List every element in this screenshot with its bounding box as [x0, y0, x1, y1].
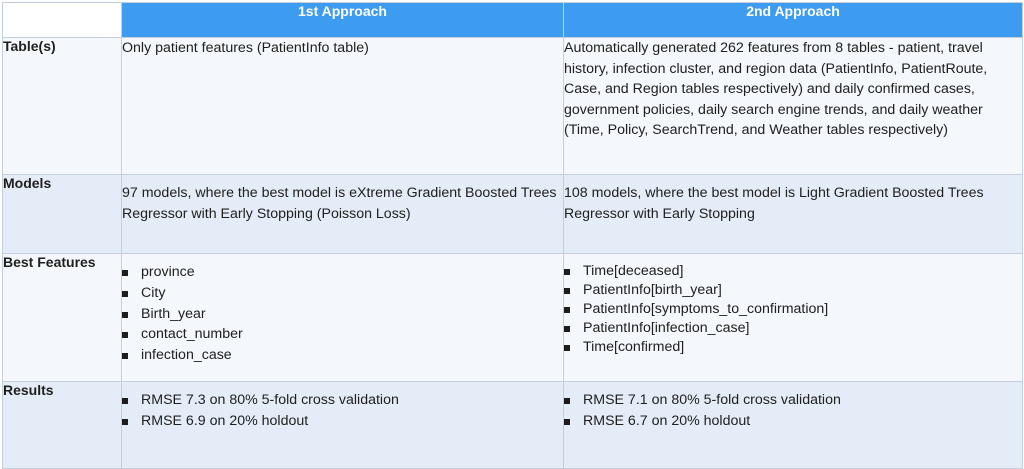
bullet-icon — [564, 326, 570, 332]
list-item — [122, 324, 563, 345]
list-item-text: contact_number — [141, 326, 243, 343]
bullet-icon — [122, 353, 128, 359]
bullet-icon — [564, 398, 570, 404]
list-item — [122, 390, 563, 411]
bullet-icon — [122, 398, 128, 404]
bullet-icon — [564, 288, 570, 294]
bullet-icon — [564, 307, 570, 313]
bullet-icon — [122, 270, 128, 276]
corner-cell — [3, 3, 122, 38]
cell-models-1st-approach: 97 models, where the best model is eXtreme Gradient Boosted Trees Regressor with Early Stopping (Poisson Loss) — [122, 175, 564, 254]
cell-results-2nd-approach — [564, 382, 1023, 469]
list-item-text: RMSE 7.3 on 80% 5-fold cross validation — [141, 392, 399, 408]
bullet-icon — [564, 269, 570, 275]
list-item — [564, 411, 1022, 432]
list-item-text: PatientInfo[birth_year] — [583, 282, 722, 298]
row-label-best-features: Best Features — [3, 254, 122, 382]
list-item — [564, 390, 1022, 411]
list-item — [564, 338, 1022, 357]
list-item — [564, 262, 1022, 281]
list-item-text: City — [141, 284, 166, 301]
list-item-text: infection_case — [141, 347, 232, 364]
bullet-icon — [122, 312, 128, 318]
feature-list — [122, 262, 563, 366]
list-item — [564, 300, 1022, 319]
column-header-2nd-approach: 2nd Approach — [564, 3, 1023, 38]
bullet-icon — [122, 332, 128, 338]
column-header-1st-approach: 1st Approach — [122, 3, 564, 38]
list-item-text: RMSE 7.1 on 80% 5-fold cross validation — [583, 392, 841, 408]
cell-best-features-1st-approach — [122, 254, 564, 382]
header-row — [3, 3, 1023, 38]
list-item — [564, 281, 1022, 300]
list-item-text: RMSE 6.9 on 20% holdout — [141, 412, 309, 429]
table-row-results — [3, 382, 1023, 469]
list-item-text: RMSE 6.7 on 20% holdout — [583, 412, 751, 429]
list-item-text: Time[deceased] — [583, 263, 684, 279]
list-item — [564, 319, 1022, 338]
cell-best-features-2nd-approach — [564, 254, 1023, 382]
list-item — [122, 345, 563, 366]
list-item — [122, 283, 563, 304]
results-list — [122, 390, 563, 432]
results-list — [564, 390, 1022, 432]
row-label-tables: Table(s) — [3, 38, 122, 175]
list-item-text: province — [141, 264, 195, 280]
cell-tables-1st-approach: Only patient features (PatientInfo table) — [122, 38, 564, 175]
bullet-icon — [122, 291, 128, 297]
list-item-text: PatientInfo[infection_case] — [583, 320, 750, 336]
list-item — [122, 411, 563, 432]
list-item-text: Birth_year — [141, 305, 206, 322]
cell-results-1st-approach — [122, 382, 564, 469]
row-label-results: Results — [3, 382, 122, 469]
list-item-text: Time[confirmed] — [583, 339, 685, 355]
cell-models-2nd-approach: 108 models, where the best model is Light Gradient Boosted Trees Regressor with Early Stopping — [564, 175, 1023, 254]
row-label-models: Models — [3, 175, 122, 254]
cell-tables-2nd-approach: Automatically generated 262 features from 8 tables - patient, travel history, infection cluster, and region data (PatientInfo, PatientRoute, Case, and Region tables respectively) and daily confirmed cases, government policies, daily search engine trends, and daily weather (Time, Policy, SearchTrend, and Weather tables respectively) — [564, 38, 1023, 175]
list-item-text: PatientInfo[symptoms_to_confirmation] — [583, 301, 829, 317]
table-row-tables — [3, 38, 1023, 175]
bullet-icon — [564, 345, 570, 351]
table-row-models — [3, 175, 1023, 254]
list-item — [122, 262, 563, 283]
table-row-best-features — [3, 254, 1023, 382]
bullet-icon — [564, 419, 570, 425]
list-item — [122, 304, 563, 325]
comparison-table — [2, 2, 1023, 469]
bullet-icon — [122, 419, 128, 425]
feature-list — [564, 262, 1022, 357]
